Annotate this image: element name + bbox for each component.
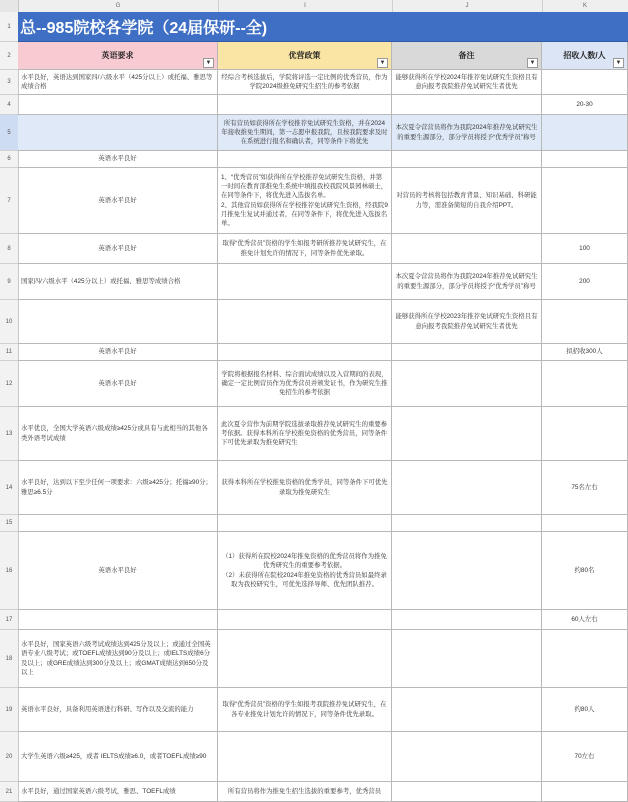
cell-english[interactable] — [18, 95, 218, 115]
cell-english[interactable] — [18, 300, 218, 344]
cell-quota[interactable] — [542, 151, 628, 168]
table-row — [0, 70, 628, 95]
cell-quota[interactable] — [542, 515, 628, 532]
cell-english[interactable]: 大学生英语六级≥425，或者 IELTS成绩≥6.0，或者TOEFL成绩≥90 — [18, 732, 218, 782]
cell-policy[interactable] — [218, 151, 392, 168]
row-number[interactable]: 8 — [0, 234, 19, 264]
table-row — [0, 300, 628, 344]
cell-notes[interactable] — [392, 344, 542, 361]
table-row — [0, 732, 628, 782]
cell-policy[interactable]: 所有营员将作为推免生招生选拔的重要参考，优秀营员 — [218, 782, 392, 802]
table-row — [0, 234, 628, 264]
cell-quota[interactable] — [542, 361, 628, 407]
cell-quota[interactable] — [542, 168, 628, 234]
header-notes[interactable] — [392, 42, 542, 70]
cell-english[interactable]: 水平良好，达到以下至少任何一项要求：六级≥425分；托福≥90分；雅思≥6.5分 — [18, 461, 218, 515]
cell-quota[interactable] — [542, 115, 628, 151]
cell-policy[interactable]: 所有营员如获得所在学校推荐免试研究生资格，并在2024年接收推免生期间，第一志愿申报我院，且按我院要求及时在系统进行报名和确认者，同等条件下将优先 — [218, 115, 392, 151]
cell-quota[interactable]: 100 — [542, 234, 628, 264]
row-number[interactable]: 11 — [0, 344, 19, 361]
cell-policy[interactable]: 此次夏令营作为前期学院选拔录取推荐免试研究生的重要参考依据。获得本科所在学校推免资格的优秀营员，同等条件下可优先录取为推免研究生 — [218, 407, 392, 461]
cell-notes[interactable] — [392, 532, 542, 610]
cell-quota[interactable] — [542, 407, 628, 461]
cell-notes[interactable] — [392, 688, 542, 732]
column-header-g[interactable]: G — [18, 0, 219, 12]
row-number[interactable]: 13 — [0, 407, 19, 461]
row-number[interactable]: 17 — [0, 610, 19, 630]
cell-policy[interactable]: 取得“优秀营员”资格的学生如报考我院推荐免试研究生，在各专业推免计划允许的情况下，同等条件优先录取。 — [218, 688, 392, 732]
cell-policy[interactable] — [218, 264, 392, 300]
column-header-k[interactable]: K — [542, 0, 628, 12]
cell-english[interactable]: 英语水平良好 — [18, 151, 218, 168]
header-label: 备注 — [458, 50, 475, 60]
cell-notes[interactable] — [392, 234, 542, 264]
table-row — [0, 168, 628, 234]
cell-notes[interactable] — [392, 515, 542, 532]
cell-english[interactable]: 英语水平良好 — [18, 344, 218, 361]
header-row — [0, 42, 628, 70]
cell-english[interactable] — [18, 115, 218, 151]
row-number[interactable]: 20 — [0, 732, 19, 782]
header-policy[interactable] — [218, 42, 392, 70]
table-row — [0, 461, 628, 515]
cell-english[interactable]: 水平良好，英语达到国家四/六级水平（425分以上）或托福、雅思等成绩合格 — [18, 70, 218, 95]
cell-notes[interactable]: 能够获得所在学校2024年推荐免试研究生资格且有意向报考我院推荐免试研究生者优先 — [392, 70, 542, 95]
row-number[interactable]: 6 — [0, 151, 19, 168]
cell-english[interactable]: 水平良好，国家英语六级考试成绩达到425分及以上；或通过全国英语专业八级考试；或TOEFL成绩达到90分及以上；或IELTS成绩6分及以上；或GRE成绩达到300分及以上；或GMAT成绩达到650分及以上 — [18, 630, 218, 688]
cell-policy[interactable]: 学院将根据报名材料、综合面试成绩以及入营期间的表现，确定一定比例营员作为优秀营员并颁发证书，作为研究生推免招生的参考依据 — [218, 361, 392, 407]
row-number[interactable]: 5 — [0, 115, 19, 151]
row-number[interactable]: 9 — [0, 264, 19, 300]
filter-dropdown-icon[interactable]: ▼ — [613, 58, 624, 68]
cell-policy[interactable] — [218, 95, 392, 115]
cell-english[interactable]: 国家四/六级水平（425分以上）或托福、雅思等成绩合格 — [18, 264, 218, 300]
cell-policy[interactable] — [218, 515, 392, 532]
cell-notes[interactable]: 对营员的考核将包括教育背景、知识基础、科研能力等，需准备简短的自我介绍PPT。 — [392, 168, 542, 234]
table-row — [0, 361, 628, 407]
table-row — [0, 630, 628, 688]
table-row — [0, 344, 628, 361]
cell-english[interactable] — [18, 610, 218, 630]
cell-notes[interactable] — [392, 95, 542, 115]
table-row — [0, 688, 628, 732]
cell-policy[interactable] — [218, 630, 392, 688]
cell-notes[interactable] — [392, 610, 542, 630]
cell-policy[interactable]: 经综合考核选拔后，学院将评选一定比例的优秀营员，作为学院2024级推免研究生招生的参考依据 — [218, 70, 392, 95]
cell-policy[interactable] — [218, 610, 392, 630]
header-label: 优营政策 — [288, 50, 321, 60]
cell-notes[interactable] — [392, 630, 542, 688]
filter-dropdown-icon[interactable]: ▼ — [377, 58, 388, 68]
row-number[interactable]: 14 — [0, 461, 19, 515]
filter-dropdown-icon[interactable]: ▼ — [203, 58, 214, 68]
row-number[interactable]: 15 — [0, 515, 19, 532]
row-number[interactable]: 2 — [0, 42, 19, 70]
cell-quota[interactable] — [542, 630, 628, 688]
cell-quota[interactable]: 70左右 — [542, 732, 628, 782]
header-label: 招收人数/人 — [563, 50, 606, 60]
cell-quota[interactable]: 200 — [542, 264, 628, 300]
row-number[interactable]: 19 — [0, 688, 19, 732]
row-number[interactable]: 4 — [0, 95, 19, 115]
cell-notes[interactable] — [392, 732, 542, 782]
header-quota[interactable] — [542, 42, 628, 70]
cell-notes[interactable]: 能够获得所在学校2023年推荐免试研究生资格且有意向报考我院推荐免试研究生者优先 — [392, 300, 542, 344]
cell-notes[interactable]: 本次夏令营营员将作为我院2024年推荐免试研究生的重要生源部分，部分学员将授予“优秀学员”称号 — [392, 115, 542, 151]
cell-policy[interactable]: 取得“优秀营员”资格的学生如报考研所推荐免试研究生，在推免计划允许的情况下，同等条件优先录取。 — [218, 234, 392, 264]
cell-policy[interactable]: （1）获得所在院校2024年推免资格的优秀营员将作为推免优秀研究生的重要参考依据。 （2）未获得所在院校2024年推免资格的优秀营员如最终录取为我校研究生，可优先选择导师、优先团队推荐。 — [218, 532, 392, 610]
table-row-selected — [0, 115, 628, 151]
cell-english[interactable]: 英语水平良好 — [18, 532, 218, 610]
table-row — [0, 515, 628, 532]
header-english-requirement[interactable] — [18, 42, 218, 70]
title-row — [0, 12, 628, 42]
cell-notes[interactable] — [392, 782, 542, 802]
row-number[interactable]: 10 — [0, 300, 19, 344]
cell-notes[interactable] — [392, 361, 542, 407]
cell-quota[interactable] — [542, 70, 628, 95]
cell-english[interactable]: 英语水平良好，具备利用英语进行科研、写作以及交流的能力 — [18, 688, 218, 732]
table-row — [0, 532, 628, 610]
cell-policy[interactable] — [218, 732, 392, 782]
table-row — [0, 407, 628, 461]
cell-quota[interactable]: 20-30 — [542, 95, 628, 115]
cell-quota[interactable]: 60人左右 — [542, 610, 628, 630]
filter-dropdown-icon[interactable]: ▼ — [527, 58, 538, 68]
row-number[interactable]: 3 — [0, 70, 19, 95]
row-number[interactable]: 16 — [0, 532, 19, 610]
cell-notes[interactable] — [392, 407, 542, 461]
cell-quota[interactable]: 拟招收300人 — [542, 344, 628, 361]
cell-notes[interactable] — [392, 461, 542, 515]
row-number[interactable]: 1 — [0, 12, 19, 42]
cell-policy[interactable] — [218, 300, 392, 344]
column-header-j[interactable]: J — [392, 0, 543, 12]
table-row — [0, 782, 628, 802]
cell-notes[interactable] — [392, 151, 542, 168]
cell-quota[interactable]: 75名左右 — [542, 461, 628, 515]
sheet-title[interactable]: 总--985院校各学院（24届保研--全) — [18, 12, 628, 42]
header-label: 英语要求 — [101, 50, 134, 60]
row-number[interactable]: 7 — [0, 168, 19, 234]
row-number[interactable]: 18 — [0, 630, 19, 688]
cell-english[interactable]: 英语水平良好 — [18, 234, 218, 264]
cell-policy[interactable]: 1、“优秀营员”如获得所在学校推荐免试研究生资格，并第一时间在教育部推免生系统中填报我校我院风景园林硕士，在同等条件下，将优先进入选拔名单。 2、其他营员如获得所在学校推荐免试研究生资格，经我院9月推免生复试并通过者，在同等条件下，将优先进入选拔名单。 — [218, 168, 392, 234]
cell-english[interactable]: 水平优良，全国大学英语六级成绩≥425分或具有与此相当的其他各类外语考试成绩 — [18, 407, 218, 461]
table-row — [0, 151, 628, 168]
cell-quota[interactable] — [542, 300, 628, 344]
cell-quota[interactable] — [542, 782, 628, 802]
cell-english[interactable]: 英语水平良好 — [18, 361, 218, 407]
row-number[interactable]: 12 — [0, 361, 19, 407]
select-all-corner[interactable] — [0, 0, 19, 12]
cell-quota[interactable]: 约80人 — [542, 688, 628, 732]
cell-notes[interactable]: 本次夏令营营员将作为我院2024年推荐免试研究生的重要生源部分，部分学员将授予“优秀学员”称号 — [392, 264, 542, 300]
table-row — [0, 264, 628, 300]
cell-english[interactable]: 水平良好，通过国家英语六级考试，雅思、TOEFL成绩 — [18, 782, 218, 802]
cell-english[interactable] — [18, 515, 218, 532]
cell-policy[interactable]: 获得本科所在学校推免资格的优秀学员，同等条件下可优先录取为推免研究生 — [218, 461, 392, 515]
table-row — [0, 95, 628, 115]
cell-english[interactable]: 英语水平良好 — [18, 168, 218, 234]
table-row — [0, 610, 628, 630]
row-number[interactable]: 21 — [0, 782, 19, 802]
column-header-i[interactable]: I — [218, 0, 393, 12]
cell-policy[interactable] — [218, 344, 392, 361]
cell-quota[interactable]: 约80名 — [542, 532, 628, 610]
